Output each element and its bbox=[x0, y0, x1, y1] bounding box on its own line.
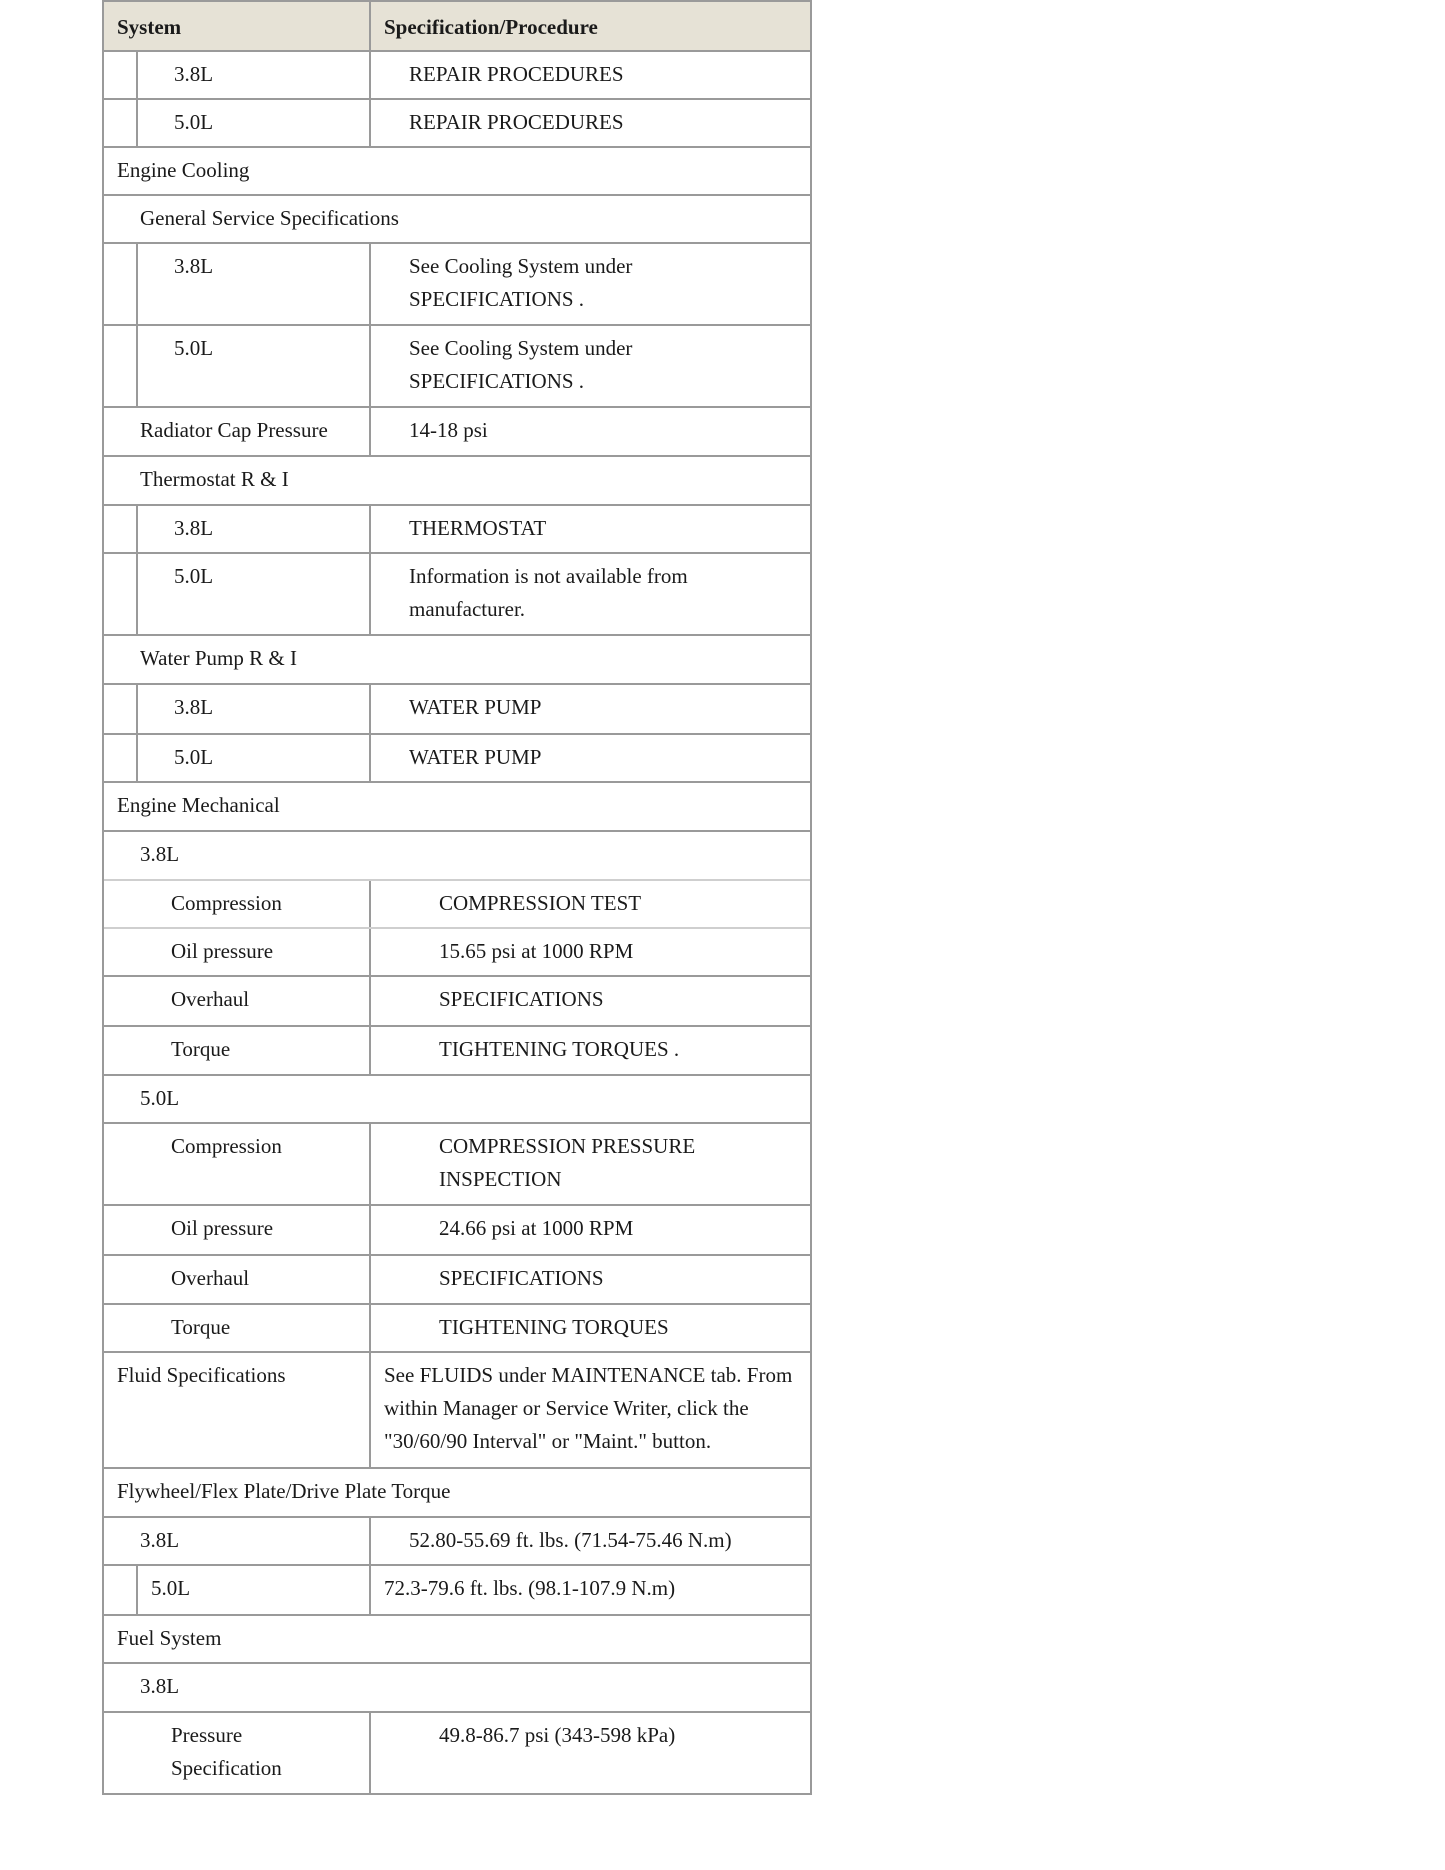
spec-cell: COMPRESSION TEST bbox=[439, 891, 642, 915]
subsection-row bbox=[104, 830, 810, 879]
table-row bbox=[104, 879, 810, 927]
spec-cell: Information is not available from manufacturer. bbox=[409, 564, 688, 621]
table-row bbox=[104, 683, 810, 733]
spec-cell: 49.8-86.7 psi (343-598 kPa) bbox=[439, 1723, 676, 1747]
subsection-title: 3.8L bbox=[140, 1674, 180, 1698]
section-title: Fuel System bbox=[117, 1626, 222, 1650]
section-row bbox=[104, 1467, 810, 1516]
system-cell: Torque bbox=[104, 1305, 371, 1351]
spec-cell: See Cooling System under SPECIFICATIONS . bbox=[409, 254, 633, 311]
table-row bbox=[104, 504, 810, 552]
spec-cell: REPAIR PROCEDURES bbox=[409, 62, 624, 86]
system-cell: 3.8L bbox=[104, 244, 371, 324]
spec-cell: TIGHTENING TORQUES bbox=[439, 1315, 669, 1339]
subsection-title: Thermostat R & I bbox=[140, 467, 289, 491]
spec-cell: See Cooling System under SPECIFICATIONS . bbox=[409, 336, 633, 393]
table-row bbox=[104, 406, 810, 455]
section-row bbox=[104, 146, 810, 194]
subsection-row bbox=[104, 1662, 810, 1711]
section-title: Engine Cooling bbox=[117, 158, 250, 182]
system-cell: Radiator Cap Pressure bbox=[104, 408, 371, 455]
table-row bbox=[104, 50, 810, 98]
spec-cell: REPAIR PROCEDURES bbox=[409, 110, 624, 134]
system-cell: 5.0L bbox=[104, 554, 371, 634]
subsection-row bbox=[104, 194, 810, 242]
section-row bbox=[104, 1614, 810, 1662]
table-row bbox=[104, 324, 810, 406]
table-row bbox=[104, 242, 810, 324]
subsection-title: 5.0L bbox=[140, 1086, 180, 1110]
table-row bbox=[104, 1711, 810, 1793]
table-row bbox=[104, 98, 810, 146]
spec-cell: 24.66 psi at 1000 RPM bbox=[439, 1216, 634, 1240]
table-row bbox=[104, 1122, 810, 1204]
table-row bbox=[104, 1516, 810, 1564]
table-row bbox=[104, 733, 810, 781]
spec-cell: COMPRESSION PRESSURE INSPECTION bbox=[439, 1134, 696, 1191]
system-cell: 5.0L bbox=[104, 1566, 371, 1614]
header-system: System bbox=[104, 2, 371, 50]
system-cell: Oil pressure bbox=[104, 1206, 371, 1254]
subsection-row bbox=[104, 455, 810, 504]
table-row bbox=[104, 1254, 810, 1303]
spec-cell: 15.65 psi at 1000 RPM bbox=[439, 939, 634, 963]
section-title: Flywheel/Flex Plate/Drive Plate Torque bbox=[117, 1479, 451, 1503]
system-cell: 3.8L bbox=[104, 52, 371, 98]
subsection-title: General Service Specifications bbox=[140, 206, 399, 230]
system-cell: Overhaul bbox=[104, 977, 371, 1025]
system-cell: Overhaul bbox=[104, 1256, 371, 1303]
table-row bbox=[104, 1303, 810, 1351]
table-row bbox=[104, 552, 810, 634]
system-cell: 5.0L bbox=[104, 326, 371, 406]
spec-cell: TIGHTENING TORQUES . bbox=[439, 1037, 680, 1061]
system-cell: Fluid Specifications bbox=[104, 1353, 371, 1467]
system-cell: 3.8L bbox=[104, 1518, 371, 1564]
spec-cell: WATER PUMP bbox=[409, 695, 542, 719]
spec-cell: 52.80-55.69 ft. lbs. (71.54-75.46 N.m) bbox=[409, 1528, 732, 1552]
system-cell: 3.8L bbox=[104, 685, 371, 733]
section-title: Engine Mechanical bbox=[117, 793, 280, 817]
spec-cell: SPECIFICATIONS bbox=[439, 987, 604, 1011]
system-cell: Compression bbox=[104, 881, 371, 927]
spec-cell: See FLUIDS under MAINTENANCE tab. From within Manager or Service Writer, click the "30/60/90 Interval" or "Maint." button. bbox=[384, 1363, 793, 1453]
system-cell: 5.0L bbox=[104, 100, 371, 146]
system-cell: 5.0L bbox=[104, 735, 371, 781]
subsection-row bbox=[104, 1074, 810, 1122]
system-cell: Oil pressure bbox=[104, 929, 371, 975]
spec-cell: THERMOSTAT bbox=[409, 516, 547, 540]
spec-cell: 72.3-79.6 ft. lbs. (98.1-107.9 N.m) bbox=[384, 1576, 676, 1600]
table-row bbox=[104, 1204, 810, 1254]
table-header-row bbox=[104, 0, 810, 50]
specifications-table bbox=[102, 0, 812, 1795]
subsection-title: 3.8L bbox=[140, 842, 180, 866]
system-cell: Pressure Specification bbox=[104, 1713, 371, 1793]
table-row bbox=[104, 927, 810, 975]
subsection-row bbox=[104, 634, 810, 683]
spec-cell: 14-18 psi bbox=[409, 418, 488, 442]
spec-cell: SPECIFICATIONS bbox=[439, 1266, 604, 1290]
system-cell: 3.8L bbox=[104, 506, 371, 552]
subsection-title: Water Pump R & I bbox=[140, 646, 297, 670]
spec-cell: WATER PUMP bbox=[409, 745, 542, 769]
table-row bbox=[104, 1351, 810, 1467]
table-row bbox=[104, 1025, 810, 1074]
section-row bbox=[104, 781, 810, 830]
header-spec: Specification/Procedure bbox=[384, 15, 598, 39]
table-row bbox=[104, 975, 810, 1025]
system-cell: Torque bbox=[104, 1027, 371, 1074]
table-row bbox=[104, 1564, 810, 1614]
system-cell: Compression bbox=[104, 1124, 371, 1204]
